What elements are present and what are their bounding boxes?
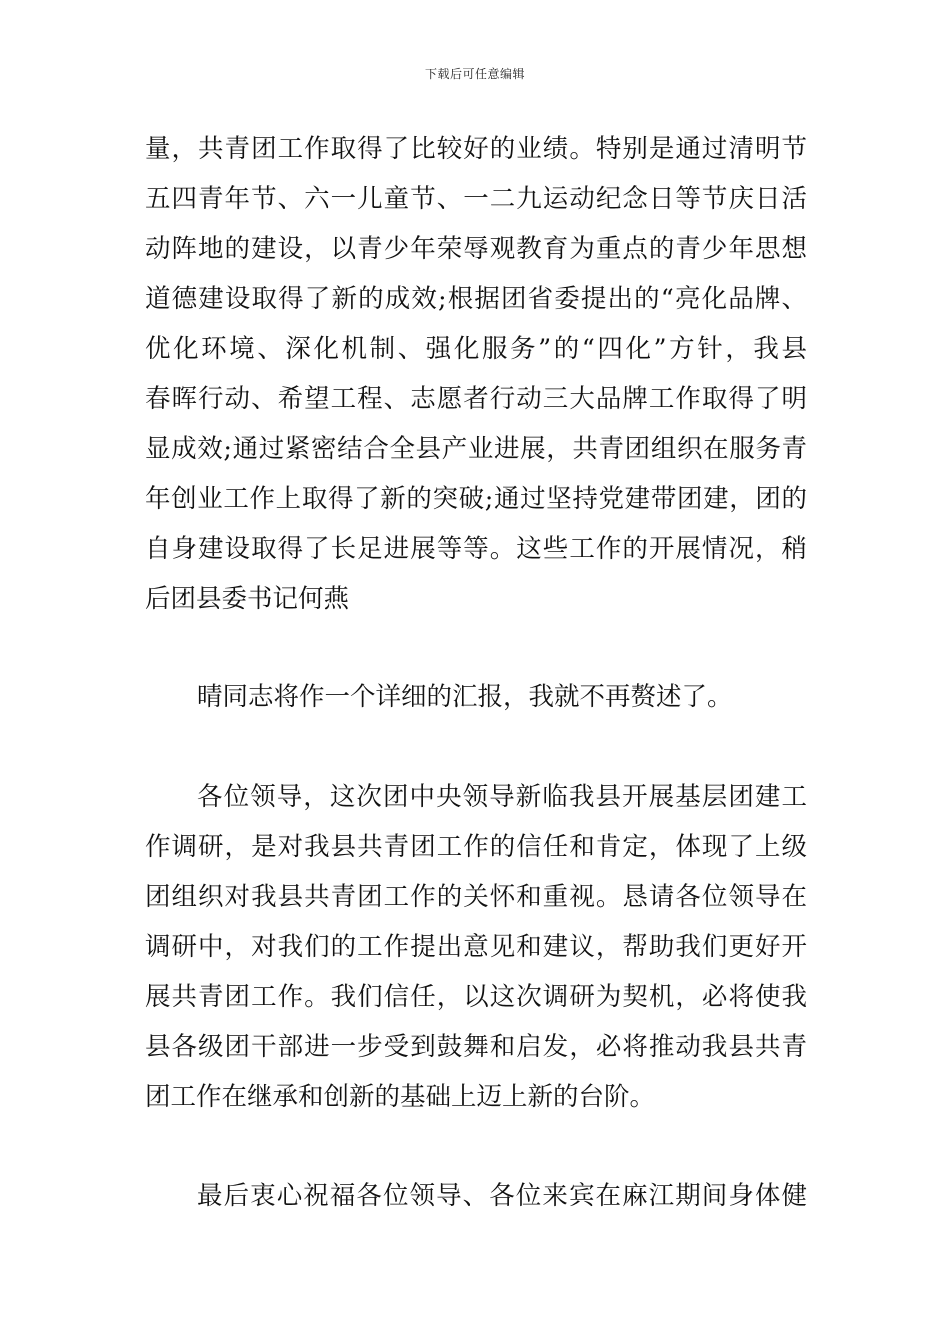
text-line: 展共青团工作。我们信任，以这次调研为契机，必将使我 <box>145 982 807 1012</box>
text-line: 作调研，是对我县共青团工作的信任和肯定，体现了上级 <box>145 832 807 862</box>
text-line: 晴同志将作一个详细的汇报，我就不再赘述了。 <box>197 682 733 712</box>
text-line: 年创业工作上取得了新的突破;通过坚持党建带团建，团的 <box>145 484 807 514</box>
paragraph-report-note <box>145 672 807 722</box>
text-line: 调研中，对我们的工作提出意见和建议，帮助我们更好开 <box>145 932 807 962</box>
text-line: 自身建设取得了长足进展等等。这些工作的开展情况，稍 <box>145 534 807 564</box>
text-line: 动阵地的建设，以青少年荣辱观教育为重点的青少年思想 <box>145 234 807 264</box>
text-line: 道德建设取得了新的成效;根据团省委提出的“亮化品牌、 <box>145 284 807 314</box>
paragraph-research-visit <box>145 772 807 1122</box>
text-line: 显成效;通过紧密结合全县产业进展，共青团组织在服务青 <box>145 434 807 464</box>
paragraph-closing-wishes <box>145 1171 807 1221</box>
text-line: 量，共青团工作取得了比较好的业绩。特别是通过清明节 <box>145 134 807 164</box>
text-line: 县各级团干部进一步受到鼓舞和启发，必将推动我县共青 <box>145 1032 807 1062</box>
text-line: 团组织对我县共青团工作的关怀和重视。恳请各位领导在 <box>145 882 807 912</box>
text-line: 春晖行动、希望工程、志愿者行动三大品牌工作取得了明 <box>145 384 807 414</box>
text-line: 五四青年节、六一儿童节、一二九运动纪念日等节庆日活 <box>145 184 807 214</box>
page-header: 下载后可任意编辑 <box>424 67 525 81</box>
text-line: 各位领导，这次团中央领导新临我县开展基层团建工 <box>197 782 807 812</box>
text-line: 后团县委书记何燕 <box>145 584 350 614</box>
text-line: 团工作在继承和创新的基础上迈上新的台阶。 <box>145 1082 656 1112</box>
paragraph-achievements <box>145 124 807 624</box>
text-line: 最后衷心祝福各位领导、各位来宾在麻江期间身体健 <box>197 1181 807 1211</box>
text-line: 优化环境、深化机制、强化服务”的“四化”方针，我县 <box>145 334 807 364</box>
